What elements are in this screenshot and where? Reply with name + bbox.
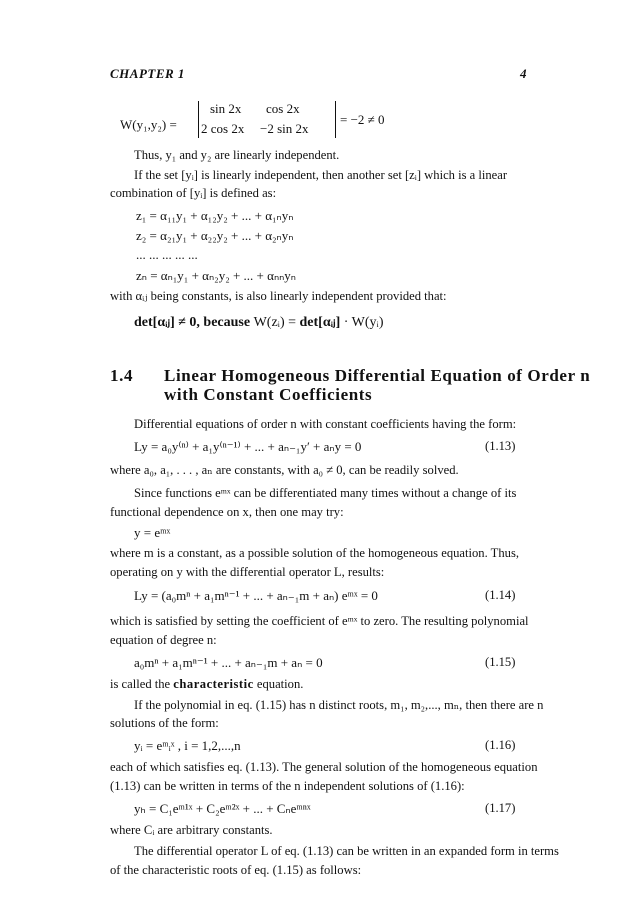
page-number: 4 bbox=[520, 66, 527, 81]
equation-zn: zₙ = αₙ₁y₁ + αₙ₂y₂ + ... + αₙₙyₙ bbox=[136, 268, 296, 283]
paragraph-general-solution-line2: (1.13) can be written in terms of the n independent solutions of (1.16): bbox=[110, 779, 465, 793]
equation-dots: ... ... ... ... ... bbox=[136, 247, 198, 262]
paragraph-constants: where a₀, a₁, . . . , aₙ are constants, with a₀ ≠ 0, can be readily solved. bbox=[110, 463, 459, 477]
paragraph-operator-line2: operating on y with the differential operator L, results: bbox=[110, 565, 385, 579]
equation-z2: z₂ = α₂₁y₁ + α₂₂y₂ + ... + α₂ₙyₙ bbox=[136, 228, 294, 243]
paragraph-polynomial-line1: which is satisfied by setting the coefficient of eᵐˣ to zero. The resulting polynomial bbox=[110, 614, 529, 628]
wronskian-y: · W(yᵢ) bbox=[340, 315, 384, 330]
equation-1-14: Ly = (a₀mⁿ + a₁mⁿ⁻¹ + ... + aₙ₋₁m + aₙ) eᵐˣ = 0 bbox=[134, 588, 378, 603]
equation-trial-solution: y = eᵐˣ bbox=[134, 525, 171, 540]
paragraph-general-solution-line1: each of which satisfies eq. (1.13). The general solution of the homogeneous equation bbox=[110, 760, 538, 774]
paragraph-exponential-line1: Since functions eᵐˣ can be differentiated many times without a change of its bbox=[134, 486, 517, 500]
equation-z1: z₁ = α₁₁y₁ + α₁₂y₂ + ... + α₁ₙyₙ bbox=[136, 208, 294, 223]
paragraph-exponential-line2: functional dependence on x, then one may try: bbox=[110, 505, 344, 519]
paragraph-form-intro: Differential equations of order n with constant coefficients having the form: bbox=[134, 417, 517, 431]
wronskian-r1c1: sin 2x bbox=[210, 101, 242, 116]
equation-1-15: a₀mⁿ + a₁mⁿ⁻¹ + ... + aₙ₋₁m + aₙ = 0 bbox=[134, 655, 323, 670]
characteristic-pre: is called the bbox=[110, 677, 174, 691]
paragraph-characteristic bbox=[110, 677, 303, 692]
wronskian-lhs: W(y₁,y₂) = bbox=[120, 117, 177, 132]
equation-number-1-17: (1.17) bbox=[485, 801, 516, 815]
determinant-condition bbox=[134, 314, 384, 331]
wronskian-r2c2: −2 sin 2x bbox=[260, 121, 309, 136]
det-nonzero: det[αᵢⱼ] ≠ 0, because bbox=[134, 315, 254, 330]
wronskian-r2c1: 2 cos 2x bbox=[201, 121, 245, 136]
wronskian-r1c2: cos 2x bbox=[266, 101, 300, 116]
paragraph-set-line1: If the set [yᵢ] is linearly independent, then another set [zᵢ] which is a linear bbox=[134, 168, 508, 182]
equation-number-1-14: (1.14) bbox=[485, 588, 516, 602]
characteristic-term: characteristic bbox=[173, 677, 254, 691]
section-number: 1.4 bbox=[110, 366, 134, 385]
chapter-header: CHAPTER 1 bbox=[110, 66, 185, 81]
equation-number-1-13: (1.13) bbox=[485, 439, 516, 453]
equation-1-13: Ly = a₀y⁽ⁿ⁾ + a₁y⁽ⁿ⁻¹⁾ + ... + aₙ₋₁y′ + aₙy = 0 bbox=[134, 439, 362, 454]
equation-1-17: yₕ = C₁eᵐ¹ˣ + C₂eᵐ²ˣ + ... + Cₙeᵐⁿˣ bbox=[134, 801, 311, 816]
paragraph-expanded-form-line1: The differential operator L of eq. (1.13) can be written in an expanded form in terms bbox=[134, 844, 559, 858]
wronskian-rhs: = −2 ≠ 0 bbox=[340, 112, 385, 127]
paragraph-alpha-constants: with αᵢⱼ being constants, is also linearly independent provided that: bbox=[110, 289, 447, 303]
equation-number-1-16: (1.16) bbox=[485, 738, 516, 752]
paragraph-polynomial-line2: equation of degree n: bbox=[110, 633, 217, 647]
characteristic-post: equation. bbox=[253, 677, 304, 691]
paragraph-roots-line2: solutions of the form: bbox=[110, 716, 219, 730]
paragraph-set-line2: combination of [yᵢ] is defined as: bbox=[110, 186, 277, 200]
section-title-line1: Linear Homogeneous Differential Equation of Order n bbox=[164, 366, 591, 385]
paragraph-operator-line1: where m is a constant, as a possible solution of the homogeneous equation. Thus, bbox=[110, 546, 519, 560]
det-alpha: det[αᵢⱼ] bbox=[299, 315, 341, 330]
paragraph-arbitrary-constants: where Cᵢ are arbitrary constants. bbox=[110, 823, 273, 837]
paragraph-roots-line1: If the polynomial in eq. (1.15) has n distinct roots, m₁, m₂,..., mₙ, then there are n bbox=[134, 698, 544, 712]
equation-1-16: yᵢ = eᵐᵢˣ , i = 1,2,...,n bbox=[134, 738, 241, 753]
paragraph-linear-independence: Thus, y₁ and y₂ are linearly independent. bbox=[134, 148, 340, 162]
section-title-line2: with Constant Coefficients bbox=[164, 385, 373, 404]
equation-number-1-15: (1.15) bbox=[485, 655, 516, 669]
paragraph-expanded-form-line2: of the characteristic roots of eq. (1.15) as follows: bbox=[110, 863, 362, 877]
wronskian-z: W(zᵢ) = bbox=[253, 315, 300, 330]
